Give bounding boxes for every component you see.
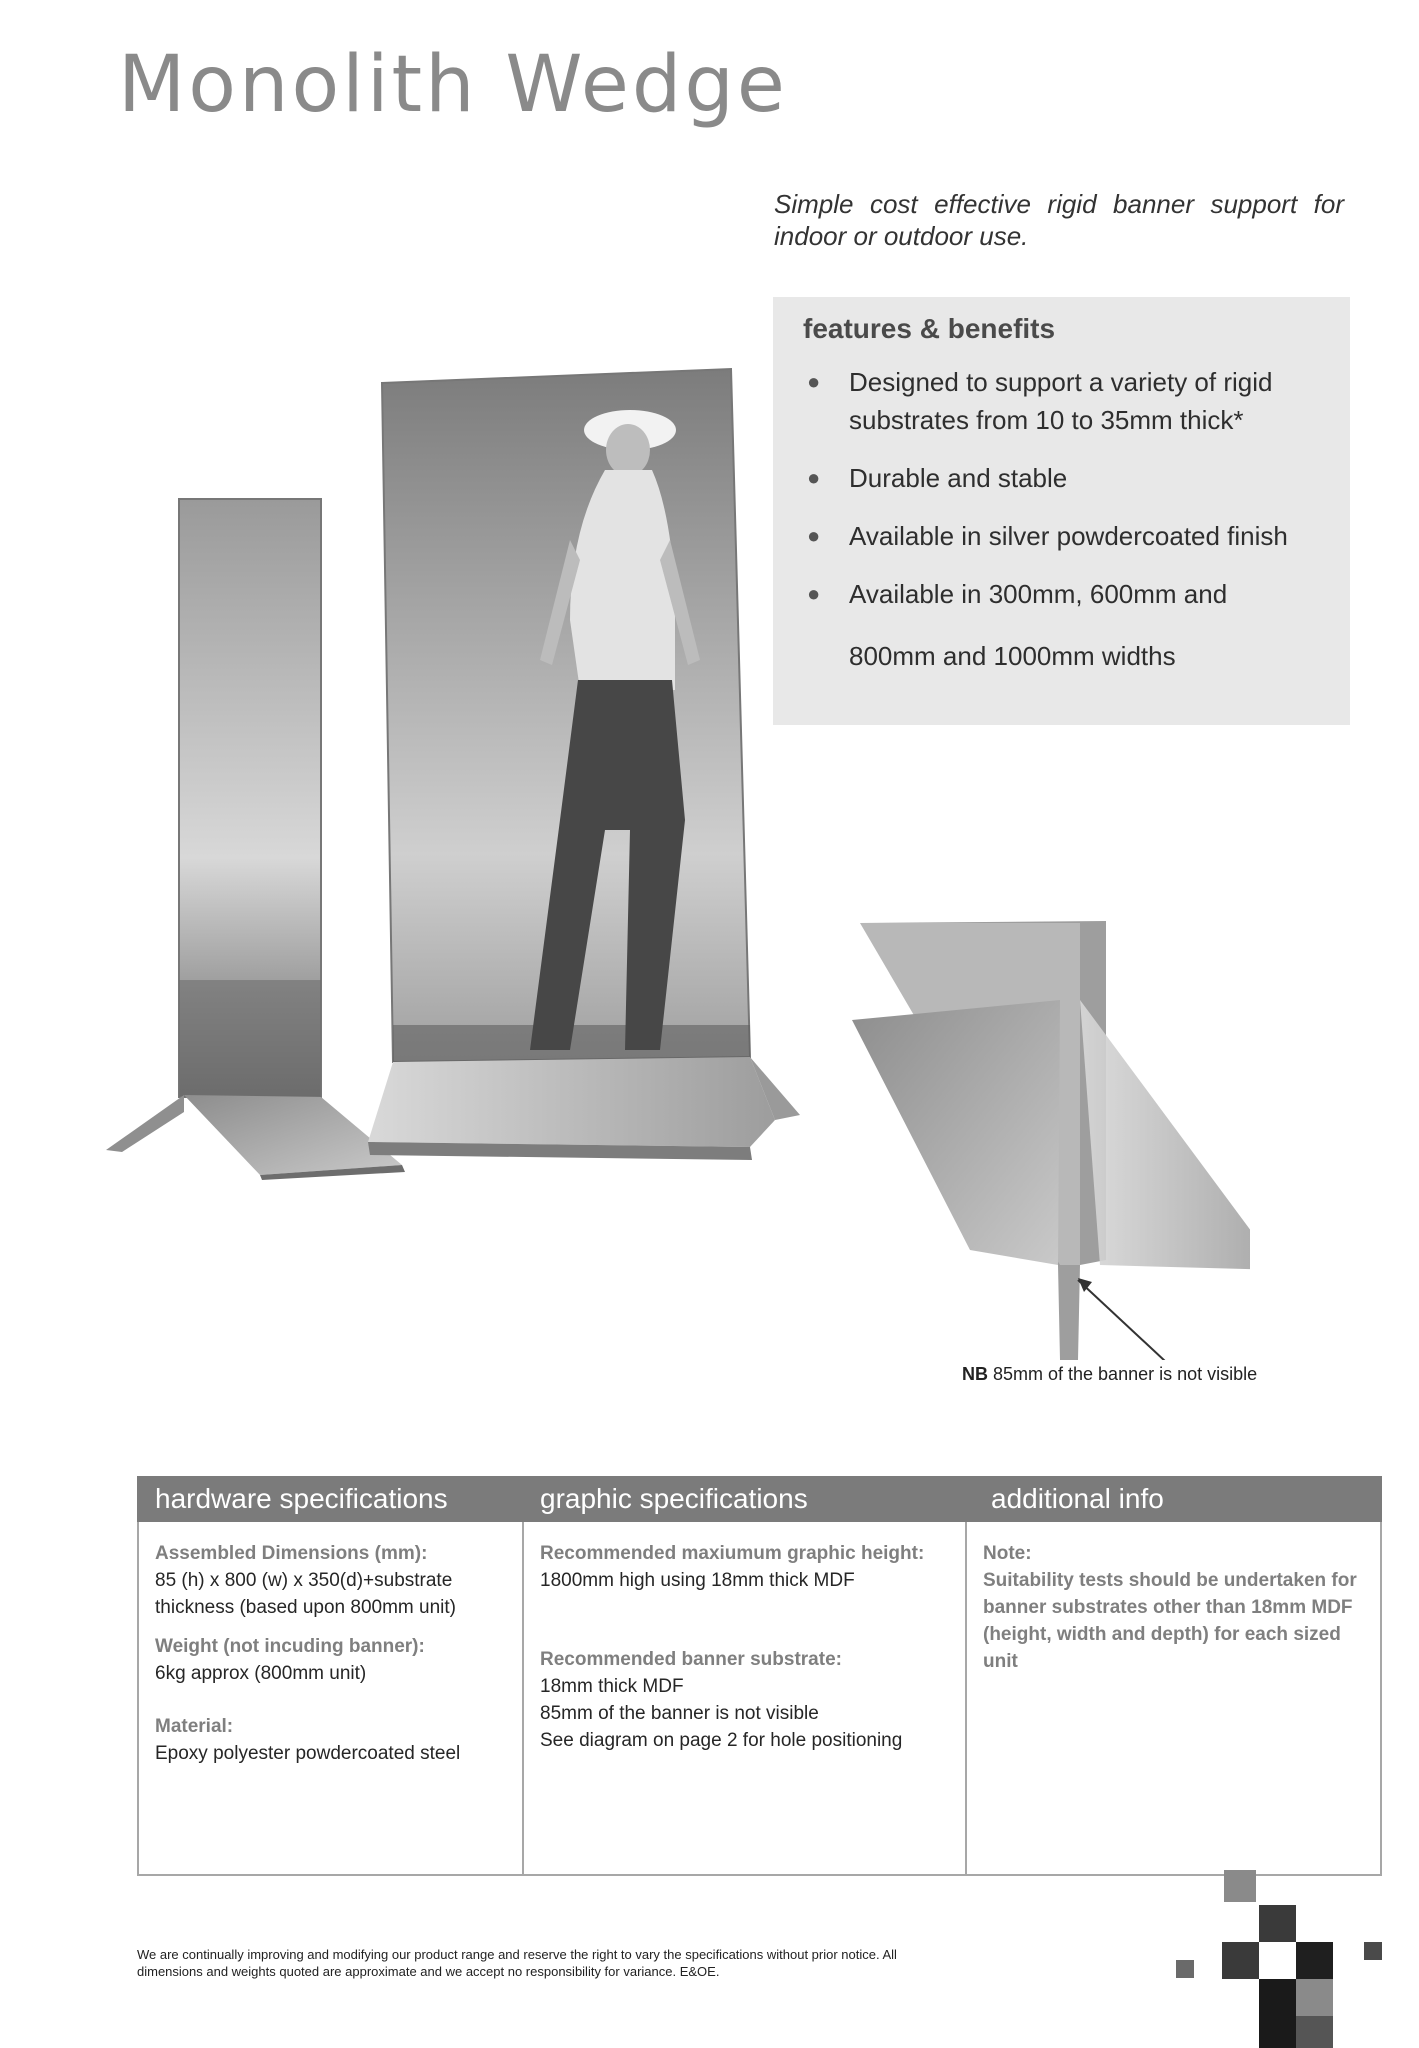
bullet-icon: ● (807, 369, 821, 394)
features-heading: features & benefits (803, 313, 1056, 344)
note-text: Suitability tests should be undertaken for banner substrates other than 18mm MDF (height, width and depth) for each sized unit (983, 1570, 1357, 1672)
square-icon (1296, 1942, 1333, 1979)
graphic-height-label: Recommended maxiumum graphic height: (540, 1543, 925, 1564)
additional-heading: additional info (991, 1483, 1164, 1514)
page-title: Monolith Wedge (118, 40, 788, 130)
substrate-value: 18mm thick MDF (540, 1676, 684, 1697)
graphic-column (522, 1522, 965, 1876)
square-icon (1296, 2016, 1333, 2048)
narrow-banner-unit (106, 499, 405, 1180)
material-label: Material: (155, 1716, 234, 1737)
material-value: Epoxy polyester powdercoated steel (155, 1743, 461, 1764)
additional-column (965, 1522, 1382, 1876)
substrate-note: 85mm of the banner is not visible (540, 1703, 819, 1724)
square-icon (1259, 2016, 1296, 2048)
dimensions-value: 85 (h) x 800 (w) x 350(d)+substrate thickness (based upon 800mm unit) (155, 1570, 456, 1618)
hardware-heading: hardware specifications (155, 1483, 448, 1514)
bullet-icon: ● (807, 581, 821, 606)
bullet-icon: ● (807, 523, 821, 548)
square-icon (1259, 1979, 1296, 2016)
square-icon (1176, 1960, 1194, 1978)
weight-value: 6kg approx (800mm unit) (155, 1663, 367, 1684)
weight-label: Weight (not incuding banner): (155, 1636, 425, 1657)
square-icon (1364, 1942, 1382, 1960)
dimensions-label: Assembled Dimensions (mm): (155, 1543, 428, 1564)
square-icon (1296, 1979, 1333, 2016)
bullet-icon: ● (807, 465, 821, 490)
product-photo (100, 360, 1250, 1360)
square-icon (1259, 1905, 1296, 1942)
square-icon (1224, 1870, 1256, 1902)
square-icon (1222, 1942, 1259, 1979)
tagline: Simple cost effective rigid banner support for indoor or outdoor use. (774, 189, 1344, 251)
note-label: Note: (983, 1543, 1032, 1564)
hole-positioning-note: See diagram on page 2 for hole positioning (540, 1730, 903, 1751)
foot-closeup (852, 921, 1250, 1360)
graphic-height-value: 1800mm high using 18mm thick MDF (540, 1570, 855, 1591)
footer-disclaimer: We are continually improving and modifying our product range and reserve the right to vary the specifications without prior notice. All dimensions and weights quoted are approximate and we accept no responsibility for variance. E&OE. (137, 1947, 897, 1979)
image-note: NB 85mm of the banner is not visible (962, 1364, 1258, 1384)
feature-item: ● Available in silver powdercoated finish (803, 517, 1320, 555)
feature-item: ● Durable and stable (803, 459, 1320, 497)
table-bottom-rule (137, 1874, 1382, 1876)
specifications-table (137, 1476, 1382, 1876)
large-banner-unit (368, 369, 800, 1160)
substrate-label: Recommended banner substrate: (540, 1649, 842, 1670)
feature-item: ● Available in 300mm, 600mm and 800mm and 1000mm widths (803, 563, 1320, 687)
feature-item: ● Designed to support a variety of rigid substrates from 10 to 35mm thick* (803, 363, 1320, 439)
hardware-column (137, 1522, 522, 1876)
graphic-heading: graphic specifications (540, 1483, 808, 1514)
